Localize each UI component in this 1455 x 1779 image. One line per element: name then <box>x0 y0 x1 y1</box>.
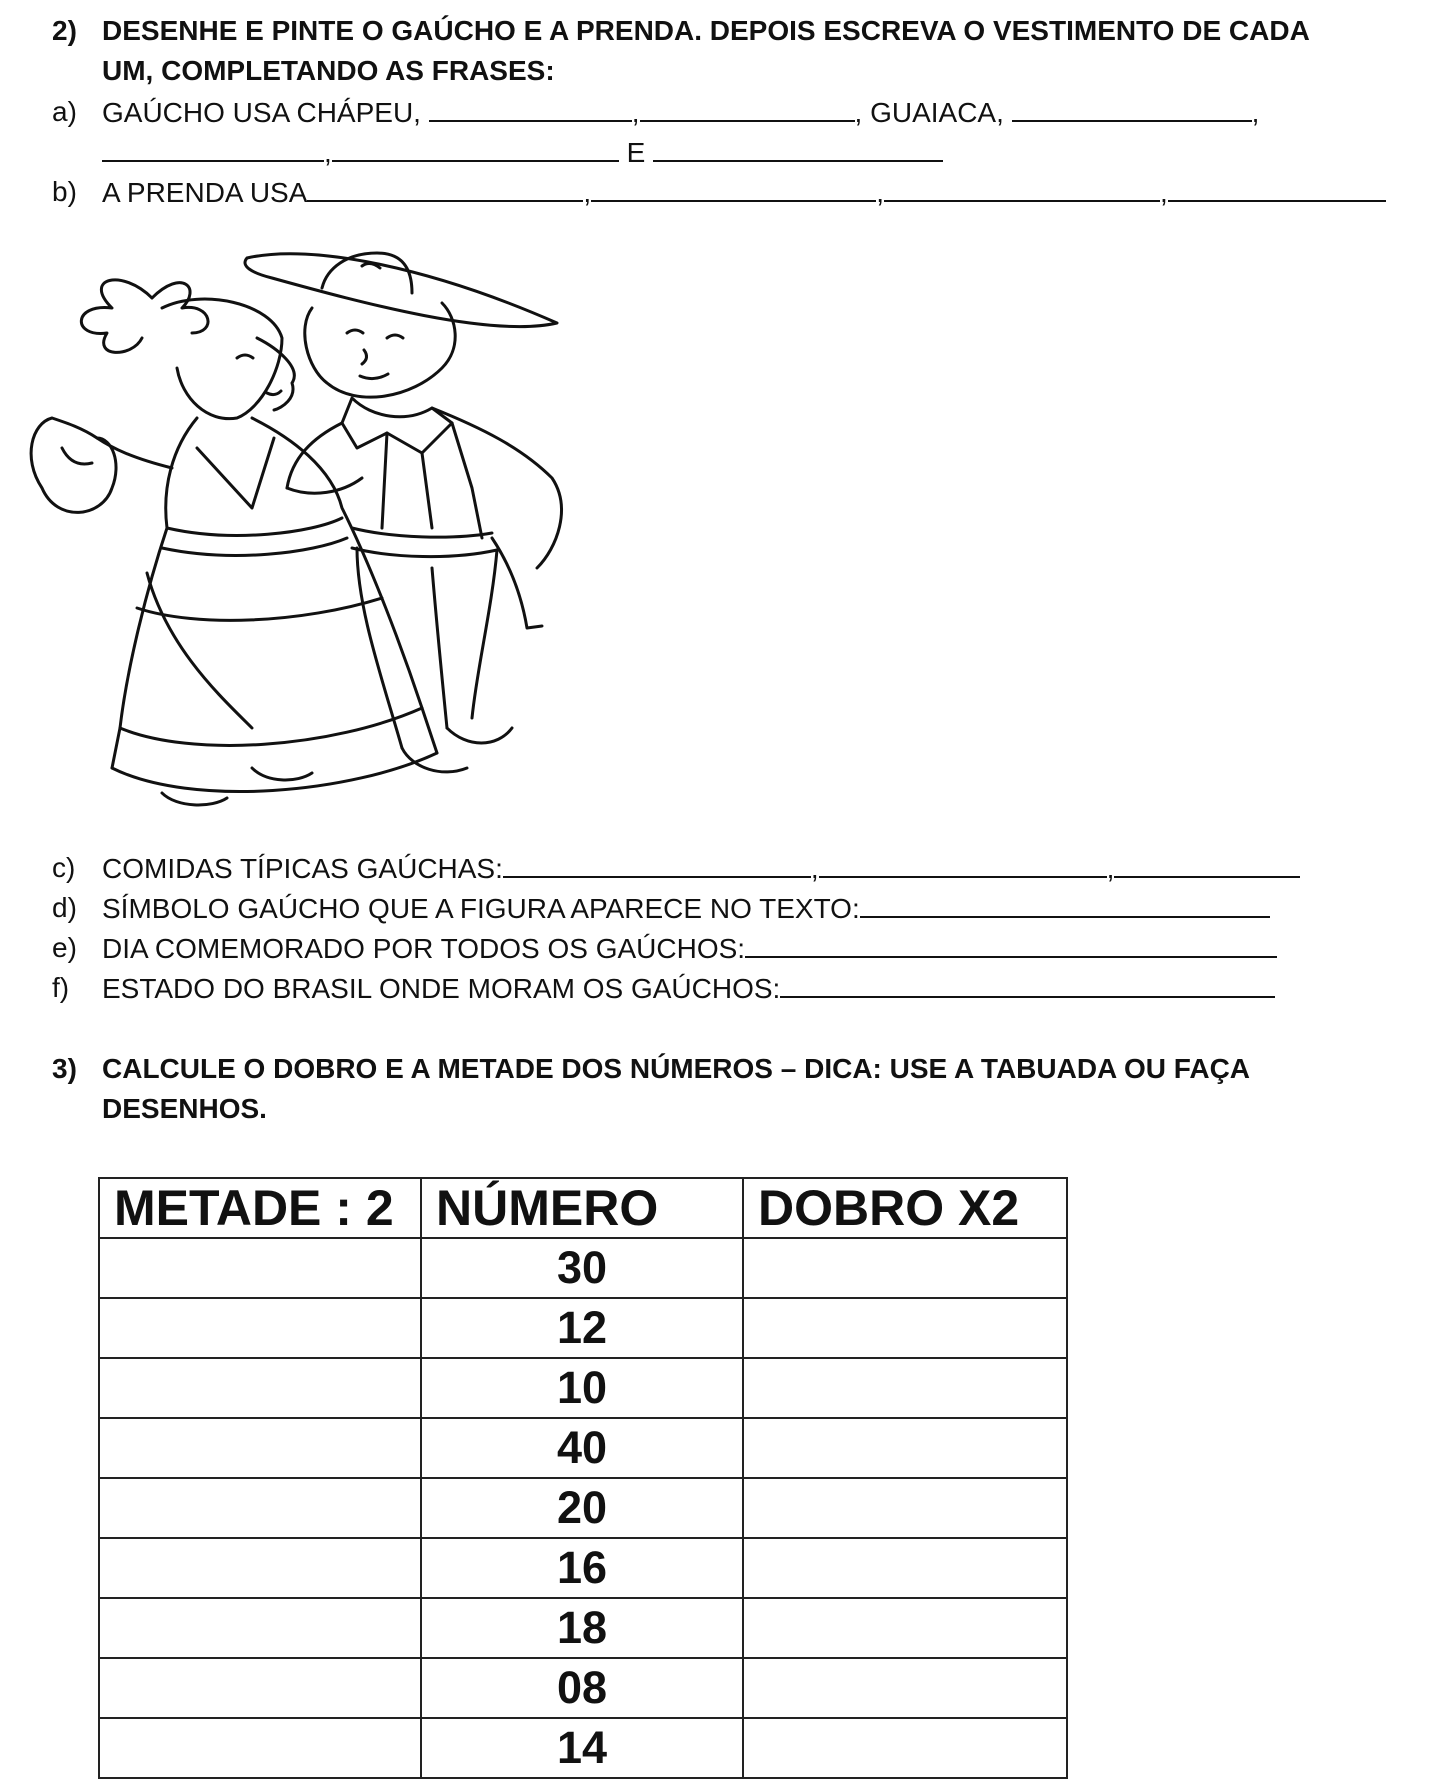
item-e-blank[interactable] <box>745 932 1277 958</box>
number-cell: 08 <box>421 1658 743 1718</box>
item-d-line <box>102 892 1270 925</box>
item-c-marker: c) <box>52 852 76 883</box>
header-dobro: DOBRO X2 <box>743 1178 1067 1238</box>
item-a-blank-2[interactable] <box>640 96 855 122</box>
item-f-line <box>102 972 1275 1005</box>
item-b-text: A PRENDA USA <box>102 177 308 208</box>
metade-answer-cell[interactable] <box>99 1238 421 1298</box>
question-3-title-line1: CALCULE O DOBRO E A METADE DOS NÚMEROS – DICA: USE A TABUADA OU FAÇA <box>102 1053 1251 1084</box>
item-c-blank-1[interactable] <box>503 852 811 878</box>
item-a-blank-4[interactable] <box>102 136 324 162</box>
table-row <box>99 1718 1067 1778</box>
metade-answer-cell[interactable] <box>99 1538 421 1598</box>
number-cell: 30 <box>421 1238 743 1298</box>
number-cell: 16 <box>421 1538 743 1598</box>
item-b-marker: b) <box>52 176 77 207</box>
dobro-answer-cell[interactable] <box>743 1358 1067 1418</box>
metade-answer-cell[interactable] <box>99 1418 421 1478</box>
item-c-line: COMIDAS TÍPICAS GAÚCHAS: , , <box>102 852 1300 885</box>
dobro-answer-cell[interactable] <box>743 1538 1067 1598</box>
item-b-blank-3[interactable] <box>884 176 1160 202</box>
item-a-line2: , E <box>102 136 943 169</box>
table-row <box>99 1358 1067 1418</box>
item-b-line: A PRENDA USA , , , <box>102 176 1386 209</box>
item-c-blank-2[interactable] <box>819 852 1107 878</box>
item-b-blank-1[interactable] <box>307 176 583 202</box>
item-a-e: E <box>626 137 646 168</box>
question-3-number: 3) <box>52 1053 77 1084</box>
metade-answer-cell[interactable] <box>99 1658 421 1718</box>
item-a-blank-6[interactable] <box>653 136 943 162</box>
table-row <box>99 1538 1067 1598</box>
item-d-marker: d) <box>52 892 77 923</box>
question-2-title-line1: DESENHE E PINTE O GAÚCHO E A PRENDA. DEPOIS ESCREVA O VESTIMENTO DE CADA <box>102 15 1310 46</box>
item-a-blank-5[interactable] <box>332 136 619 162</box>
metade-answer-cell[interactable] <box>99 1478 421 1538</box>
item-a-marker: a) <box>52 96 77 127</box>
item-a-blank-3[interactable] <box>1012 96 1252 122</box>
number-cell: 12 <box>421 1298 743 1358</box>
gaucho-and-prenda-coloring-drawing <box>12 248 667 813</box>
table-row <box>99 1238 1067 1298</box>
number-cell: 20 <box>421 1478 743 1538</box>
item-f-text: ESTADO DO BRASIL ONDE MORAM OS GAÚCHOS: <box>102 973 781 1004</box>
item-d-text: SÍMBOLO GAÚCHO QUE A FIGURA APARECE NO TEXTO: <box>102 893 860 924</box>
dobro-answer-cell[interactable] <box>743 1418 1067 1478</box>
dobro-answer-cell[interactable] <box>743 1718 1067 1778</box>
item-a-mid: GUAIACA, <box>870 97 1004 128</box>
item-e-marker: e) <box>52 932 77 963</box>
header-numero: NÚMERO <box>421 1178 743 1238</box>
item-a-text: GAÚCHO USA CHÁPEU, <box>102 97 421 128</box>
number-cell: 18 <box>421 1598 743 1658</box>
item-f-marker: f) <box>52 972 70 1003</box>
metade-answer-cell[interactable] <box>99 1598 421 1658</box>
item-b-blank-4[interactable] <box>1168 176 1386 202</box>
double-half-table <box>98 1177 1068 1779</box>
item-c-blank-3[interactable] <box>1114 852 1300 878</box>
item-a-line1: GAÚCHO USA CHÁPEU, , , GUAIACA, , <box>102 97 1260 128</box>
dobro-answer-cell[interactable] <box>743 1658 1067 1718</box>
item-e-line <box>102 932 1277 965</box>
table-row <box>99 1658 1067 1718</box>
question-3-title-line2: DESENHOS. <box>102 1093 267 1124</box>
item-c-text: COMIDAS TÍPICAS GAÚCHAS: <box>102 853 503 884</box>
metade-answer-cell[interactable] <box>99 1358 421 1418</box>
item-f-blank[interactable] <box>780 972 1275 998</box>
dobro-answer-cell[interactable] <box>743 1238 1067 1298</box>
number-cell: 40 <box>421 1418 743 1478</box>
dobro-answer-cell[interactable] <box>743 1598 1067 1658</box>
item-d-blank[interactable] <box>860 892 1270 918</box>
metade-answer-cell[interactable] <box>99 1298 421 1358</box>
dobro-answer-cell[interactable] <box>743 1298 1067 1358</box>
dobro-answer-cell[interactable] <box>743 1478 1067 1538</box>
number-cell: 14 <box>421 1718 743 1778</box>
table-row <box>99 1598 1067 1658</box>
number-cell: 10 <box>421 1358 743 1418</box>
header-metade: METADE : 2 <box>99 1178 421 1238</box>
metade-answer-cell[interactable] <box>99 1718 421 1778</box>
table-row <box>99 1298 1067 1358</box>
question-2-title-line2: UM, COMPLETANDO AS FRASES: <box>102 55 555 86</box>
table-row <box>99 1418 1067 1478</box>
table-row <box>99 1478 1067 1538</box>
item-a-blank-1[interactable] <box>429 96 632 122</box>
item-e-text: DIA COMEMORADO POR TODOS OS GAÚCHOS: <box>102 933 746 964</box>
table-header-row <box>99 1178 1067 1238</box>
item-b-blank-2[interactable] <box>591 176 876 202</box>
question-2-number: 2) <box>52 15 77 46</box>
